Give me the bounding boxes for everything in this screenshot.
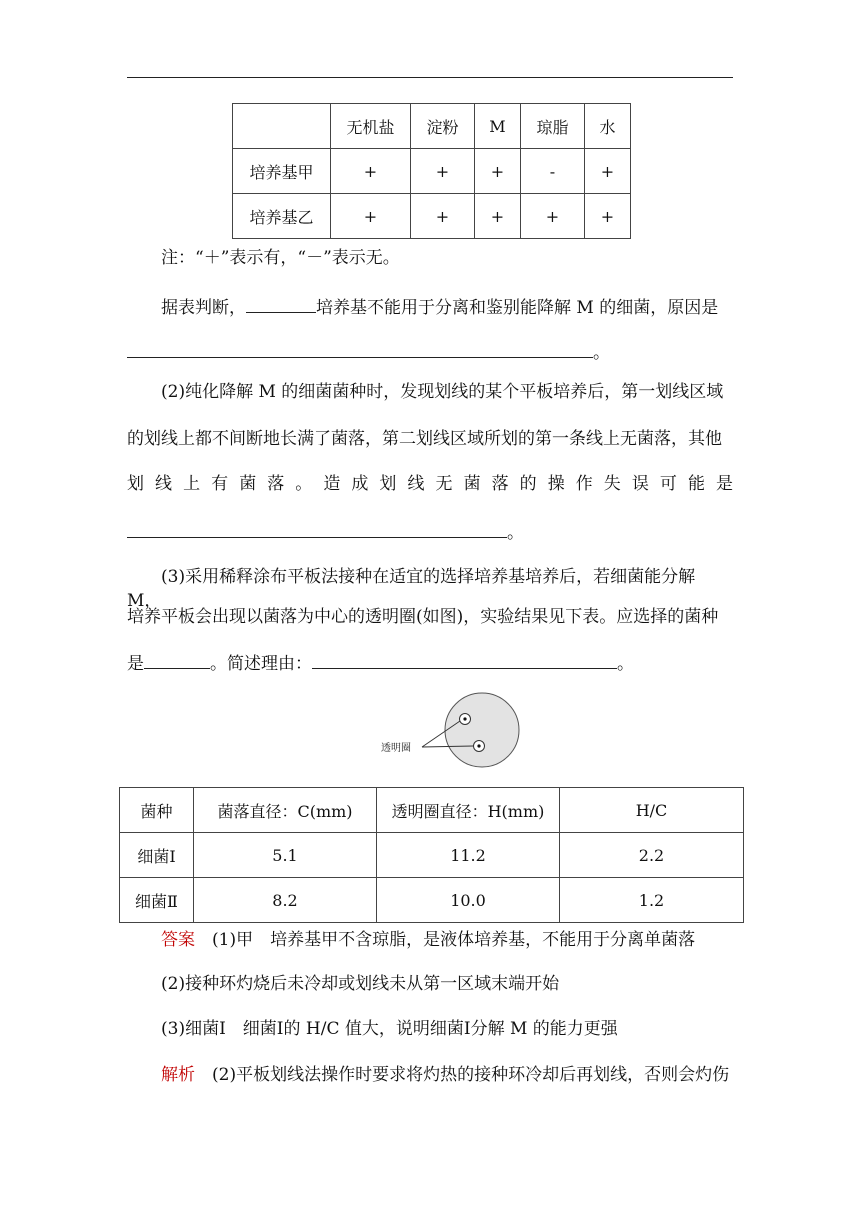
table-cell: H/C [560, 788, 744, 833]
header-rule [127, 77, 733, 78]
q2-end: 。 [507, 523, 524, 543]
table-cell: 10.0 [377, 878, 560, 923]
q3-part-a: 是 [127, 654, 144, 674]
table-cell: + [475, 194, 521, 239]
medium-table [232, 103, 631, 239]
question-3-line-1: (3)采用稀释涂布平板法接种在适宜的选择培养基培养后，若细菌能分解 M， [127, 567, 696, 611]
table-cell: 2.2 [560, 833, 744, 878]
table-row [233, 149, 631, 194]
table-cell: 透明圈直径：H(mm) [377, 788, 560, 833]
results-table [119, 787, 744, 923]
answer-tag: 答案 [161, 930, 195, 950]
figure-label: 透明圈 [381, 743, 411, 754]
table-cell: + [331, 149, 411, 194]
petri-dish [445, 693, 519, 767]
answer-blank [144, 650, 210, 669]
analysis-tag: 解析 [161, 1065, 195, 1085]
table-cell [233, 104, 331, 149]
q3-part-b: 。简述理由： [210, 654, 312, 674]
answer-1: (1)甲 培养基甲不含琼脂，是液体培养基，不能用于分离单菌落 [212, 930, 696, 950]
question-2-line-1: (2)纯化降解 M 的细菌菌种时，发现划线的某个平板培养后，第一划线区域 [161, 382, 724, 402]
question-2-line-3: 划 线 上 有 菌 落 。 造 成 划 线 无 菌 落 的 操 作 失 误 可 能 是 [127, 474, 733, 494]
petri-dish-diagram [380, 692, 525, 770]
q1-after: 培养基不能用于分离和鉴别能降解 M 的细菌，原因是 [316, 298, 719, 318]
table-cell: 细菌Ⅰ [120, 833, 194, 878]
table-cell: + [475, 149, 521, 194]
table-cell: 水 [585, 104, 631, 149]
table-note: 注：“＋”表示有，“－”表示无。 [161, 248, 400, 268]
table-cell: M [475, 104, 521, 149]
question-1-blank-line [127, 339, 733, 365]
petri-dish-figure [380, 692, 525, 770]
colony-dot [477, 744, 480, 747]
colony-dot [463, 717, 466, 720]
table-cell: - [521, 149, 585, 194]
table-header-row [120, 788, 744, 833]
table-cell: + [585, 194, 631, 239]
question-3-line-3 [127, 650, 733, 676]
table-cell: 8.2 [194, 878, 377, 923]
table-cell: 培养基甲 [233, 149, 331, 194]
table-cell: 培养基乙 [233, 194, 331, 239]
answer-line-2: (2)接种环灼烧后未冷却或划线未从第一区域末端开始 [161, 974, 560, 994]
analysis-text: (2)平板划线法操作时要求将灼热的接种环冷却后再划线，否则会灼伤 [212, 1065, 730, 1085]
answer-blank [127, 339, 593, 358]
q3-part-c: 。 [617, 654, 634, 674]
q1-end: 。 [593, 343, 610, 363]
table-cell: 琼脂 [521, 104, 585, 149]
answer-blank [246, 294, 316, 313]
table-cell: + [411, 149, 475, 194]
table-cell: 5.1 [194, 833, 377, 878]
answer-line-3: (3)细菌Ⅰ 细菌Ⅰ的 H/C 值大，说明细菌Ⅰ分解 M 的能力更强 [161, 1019, 618, 1039]
table-cell: 菌落直径：C(mm) [194, 788, 377, 833]
table-row [120, 833, 744, 878]
answer-blank [127, 519, 507, 538]
table-cell: 菌种 [120, 788, 194, 833]
table-cell: 淀粉 [411, 104, 475, 149]
table-cell: + [585, 149, 631, 194]
table-cell: + [411, 194, 475, 239]
question-2-blank-line [127, 519, 733, 545]
table-row [233, 194, 631, 239]
table-cell: 1.2 [560, 878, 744, 923]
q1-before: 据表判断， [161, 298, 246, 318]
question-2-line-2: 的划线上都不间断地长满了菌落，第二划线区域所划的第一条线上无菌落，其他 [127, 429, 722, 449]
table-row [120, 878, 744, 923]
table-cell: 11.2 [377, 833, 560, 878]
table-header-row [233, 104, 631, 149]
table-cell: 无机盐 [331, 104, 411, 149]
table-cell: 细菌Ⅱ [120, 878, 194, 923]
question-3-line-2: 培养平板会出现以菌落为中心的透明圈(如图)，实验结果见下表。应选择的菌种 [127, 607, 719, 627]
table-cell: + [331, 194, 411, 239]
question-1-text [127, 294, 733, 320]
answer-blank [312, 650, 617, 669]
analysis-line [127, 1063, 733, 1087]
answer-line-1 [127, 928, 733, 952]
table-cell: + [521, 194, 585, 239]
